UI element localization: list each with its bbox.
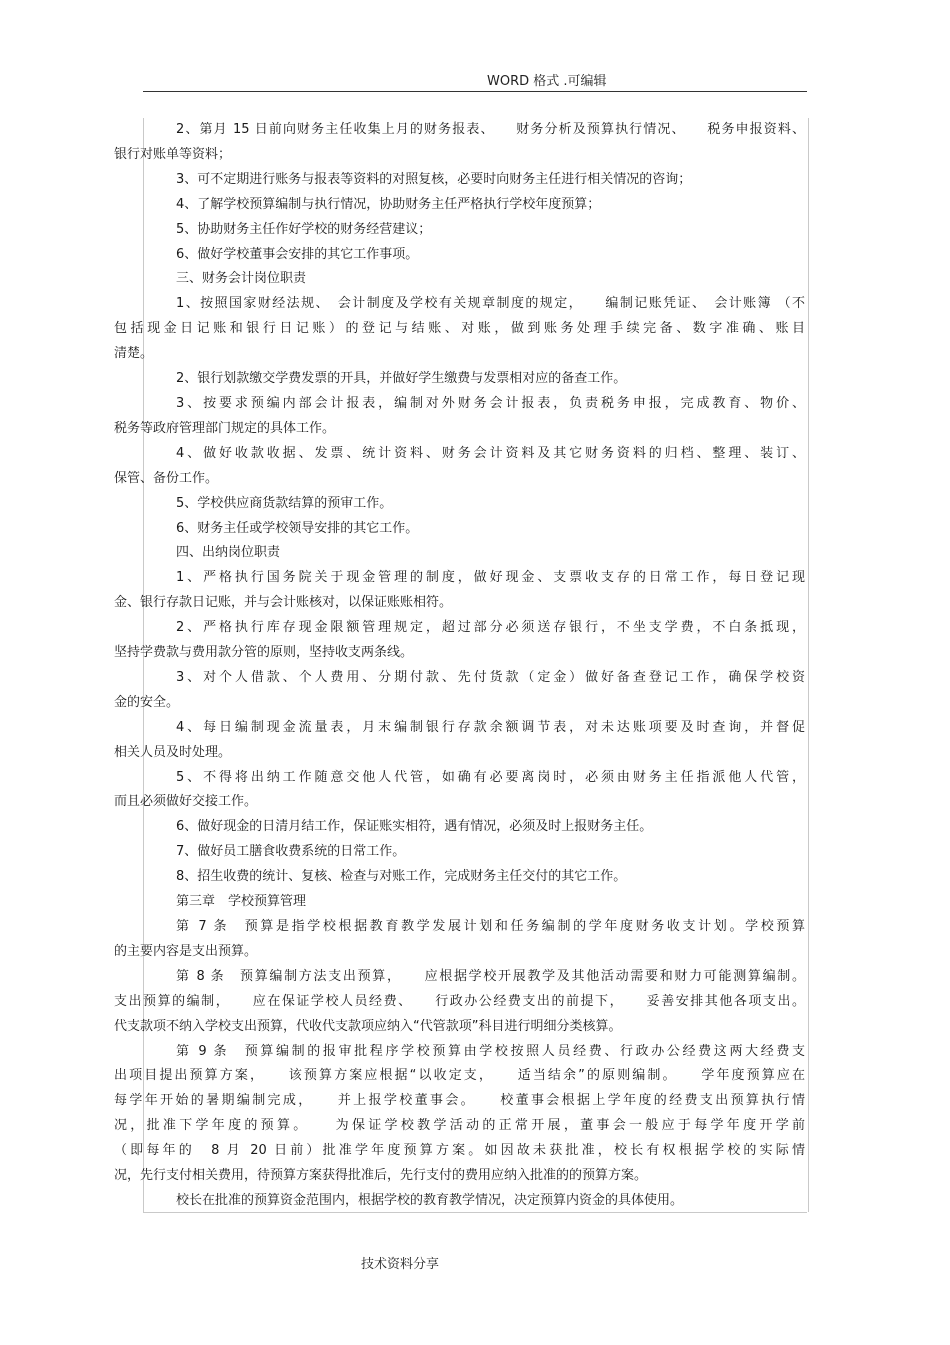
paragraph xyxy=(144,243,808,268)
page-header: WORD 格式 .可编辑 xyxy=(487,74,607,89)
header-divider xyxy=(143,91,807,92)
paragraph-line: 3、对个人借款、个人费用、分期付款、先付货款（定金）做好备查登记工作，确保学校资 xyxy=(176,669,805,685)
paragraph-line: 代支款项不纳入学校支出预算，代收代支款项应纳入“代管款项”科目进行明细分类核算。 xyxy=(114,1018,622,1034)
page-footer: 技术资料分享 xyxy=(361,1257,440,1272)
paragraph-line: 第三章 学校预算管理 xyxy=(176,894,307,910)
paragraph xyxy=(144,1189,808,1214)
paragraph xyxy=(114,566,808,616)
paragraph-line: 2、银行划款缴交学费发票的开具，并做好学生缴费与发票相对应的备查工作。 xyxy=(176,371,627,387)
paragraph-line: 2、第月 15 日前向财务主任收集上月的财务报表、 财务分析及预算执行情况、 税务申报资料、 xyxy=(176,122,805,137)
paragraph-line: 第 9 条 预算编制的报审批程序学校预算由学校按照人员经费、行政办公经费这两大经费支 xyxy=(176,1043,805,1059)
paragraph xyxy=(114,965,808,1040)
paragraph xyxy=(144,541,808,566)
paragraph xyxy=(144,193,808,218)
paragraph-line: 相关人员及时处理。 xyxy=(114,744,232,760)
paragraph-line: 况，批准下学年度的预算。 为保证学校教学活动的正常开展，董事会一般应于每学年度开学前 xyxy=(114,1118,805,1134)
paragraph-line: 保管、备份工作。 xyxy=(114,470,219,486)
paragraph-line: 税务等政府管理部门规定的具体工作。 xyxy=(114,420,336,436)
paragraph-line: 2、严格执行库存现金限额管理规定，超过部分必须送存银行，不坐支学费，不白条抵现， xyxy=(176,620,805,636)
paragraph-line: 而且必须做好交接工作。 xyxy=(114,794,258,810)
paragraph-line: 1、按照国家财经法规、 会计制度及学校有关规章制度的规定， 编制记账凭证、 会计账簿 （不 xyxy=(176,296,805,312)
paragraph-line: 5、不得将出纳工作随意交他人代管，如确有必要离岗时，必须由财务主任指派他人代管， xyxy=(176,769,805,785)
body-bottom-divider xyxy=(143,1212,807,1213)
paragraph-line: 支出预算的编制， 应在保证学校人员经费、 行政办公经费支出的前提下， 妥善安排其他各项支出。 xyxy=(114,993,805,1009)
paragraph-line: 包括现金日记账和银行日记账）的登记与结账、对账，做到账务处理手续完备、数字准确、账目 xyxy=(114,321,805,337)
paragraph xyxy=(144,890,808,915)
paragraph xyxy=(144,492,808,517)
paragraph xyxy=(114,442,808,492)
paragraph xyxy=(144,865,808,890)
paragraph-line: 6、做好现金的日清月结工作，保证账实相符，遇有情况，必须及时上报财务主任。 xyxy=(176,819,653,835)
paragraph xyxy=(114,666,808,716)
paragraph-line: 四、出纳岗位职责 xyxy=(176,545,281,561)
paragraph xyxy=(144,168,808,193)
paragraph-line: 5、协助财务主任作好学校的财务经营建议； xyxy=(176,221,432,237)
paragraph-line: 金、银行存款日记账，并与会计账核对，以保证账账相符。 xyxy=(114,595,453,611)
paragraph-line: （即每年的 8 月 20 日前）批准学年度预算方案。如因故未获批准，校长有权根据学校的实际情 xyxy=(114,1143,805,1159)
paragraph-line: 8、招生收费的统计、复核、检查与对账工作，完成财务主任交付的其它工作。 xyxy=(176,869,627,885)
paragraph xyxy=(114,118,808,168)
paragraph-line: 银行对账单等资料； xyxy=(114,146,232,162)
paragraph-line: 的主要内容是支出预算。 xyxy=(114,943,258,959)
paragraph-line: 7、做好员工膳食收费系统的日常工作。 xyxy=(176,844,406,860)
paragraph-line: 5、学校供应商货款结算的预审工作。 xyxy=(176,495,393,511)
paragraph-line: 6、财务主任或学校领导安排的其它工作。 xyxy=(176,520,419,536)
paragraph-line: 校长在批准的预算资金范围内，根据学校的教育教学情况，决定预算内资金的具体使用。 xyxy=(176,1192,684,1208)
paragraph xyxy=(114,915,808,965)
paragraph xyxy=(114,292,808,367)
paragraph xyxy=(114,616,808,666)
paragraph-line: 三、财务会计岗位职责 xyxy=(176,271,307,287)
paragraph-line: 第 8 条 预算编制方法支出预算， 应根据学校开展教学及其他活动需要和财力可能测算编制。 xyxy=(176,968,805,984)
paragraph-line: 出项目提出预算方案， 该预算方案应根据“以收定支， 适当结余”的原则编制。 学年度预算应在 xyxy=(114,1068,805,1084)
paragraph-line: 1、严格执行国务院关于现金管理的制度，做好现金、支票收支存的日常工作，每日登记现 xyxy=(176,570,805,586)
paragraph-line: 4、了解学校预算编制与执行情况，协助财务主任严格执行学校年度预算； xyxy=(176,196,601,212)
paragraph xyxy=(114,1040,808,1189)
paragraph-line: 3、按要求预编内部会计报表，编制对外财务会计报表，负责税务申报，完成教育、物价、 xyxy=(176,395,805,411)
document-body xyxy=(114,118,809,1212)
paragraph-line: 3、可不定期进行账务与报表等资料的对照复核，必要时向财务主任进行相关情况的咨询； xyxy=(176,171,692,187)
paragraph xyxy=(144,517,808,542)
paragraph xyxy=(144,267,808,292)
paragraph xyxy=(114,392,808,442)
paragraph xyxy=(144,367,808,392)
paragraph-line: 况，先行支付相关费用，待预算方案获得批准后，先行支付的费用应纳入批准的的预算方案。 xyxy=(114,1168,648,1184)
paragraph-line: 4、每日编制现金流量表，月末编制银行存款余额调节表，对未达账项要及时查询，并督促 xyxy=(176,719,805,735)
paragraph-line: 第 7 条 预算是指学校根据教育教学发展计划和任务编制的学年度财务收支计划。学校预算 xyxy=(176,919,805,934)
paragraph xyxy=(114,716,808,766)
paragraph-line: 清楚。 xyxy=(114,346,154,362)
paragraph xyxy=(144,815,808,840)
paragraph xyxy=(144,218,808,243)
paragraph-line: 金的安全。 xyxy=(114,694,180,710)
paragraph-line: 坚持学费款与费用款分管的原则，坚持收支两条线。 xyxy=(114,645,414,661)
paragraph xyxy=(114,766,808,816)
paragraph-line: 6、做好学校董事会安排的其它工作事项。 xyxy=(176,246,419,262)
paragraph-line: 每学年开始的暑期编制完成， 并上报学校董事会。 校董事会根据上学年度的经费支出预算执行情 xyxy=(114,1093,805,1109)
paragraph xyxy=(144,840,808,865)
paragraph-line: 4、做好收款收据、发票、统计资料、财务会计资料及其它财务资料的归档、整理、装订、 xyxy=(176,445,805,461)
